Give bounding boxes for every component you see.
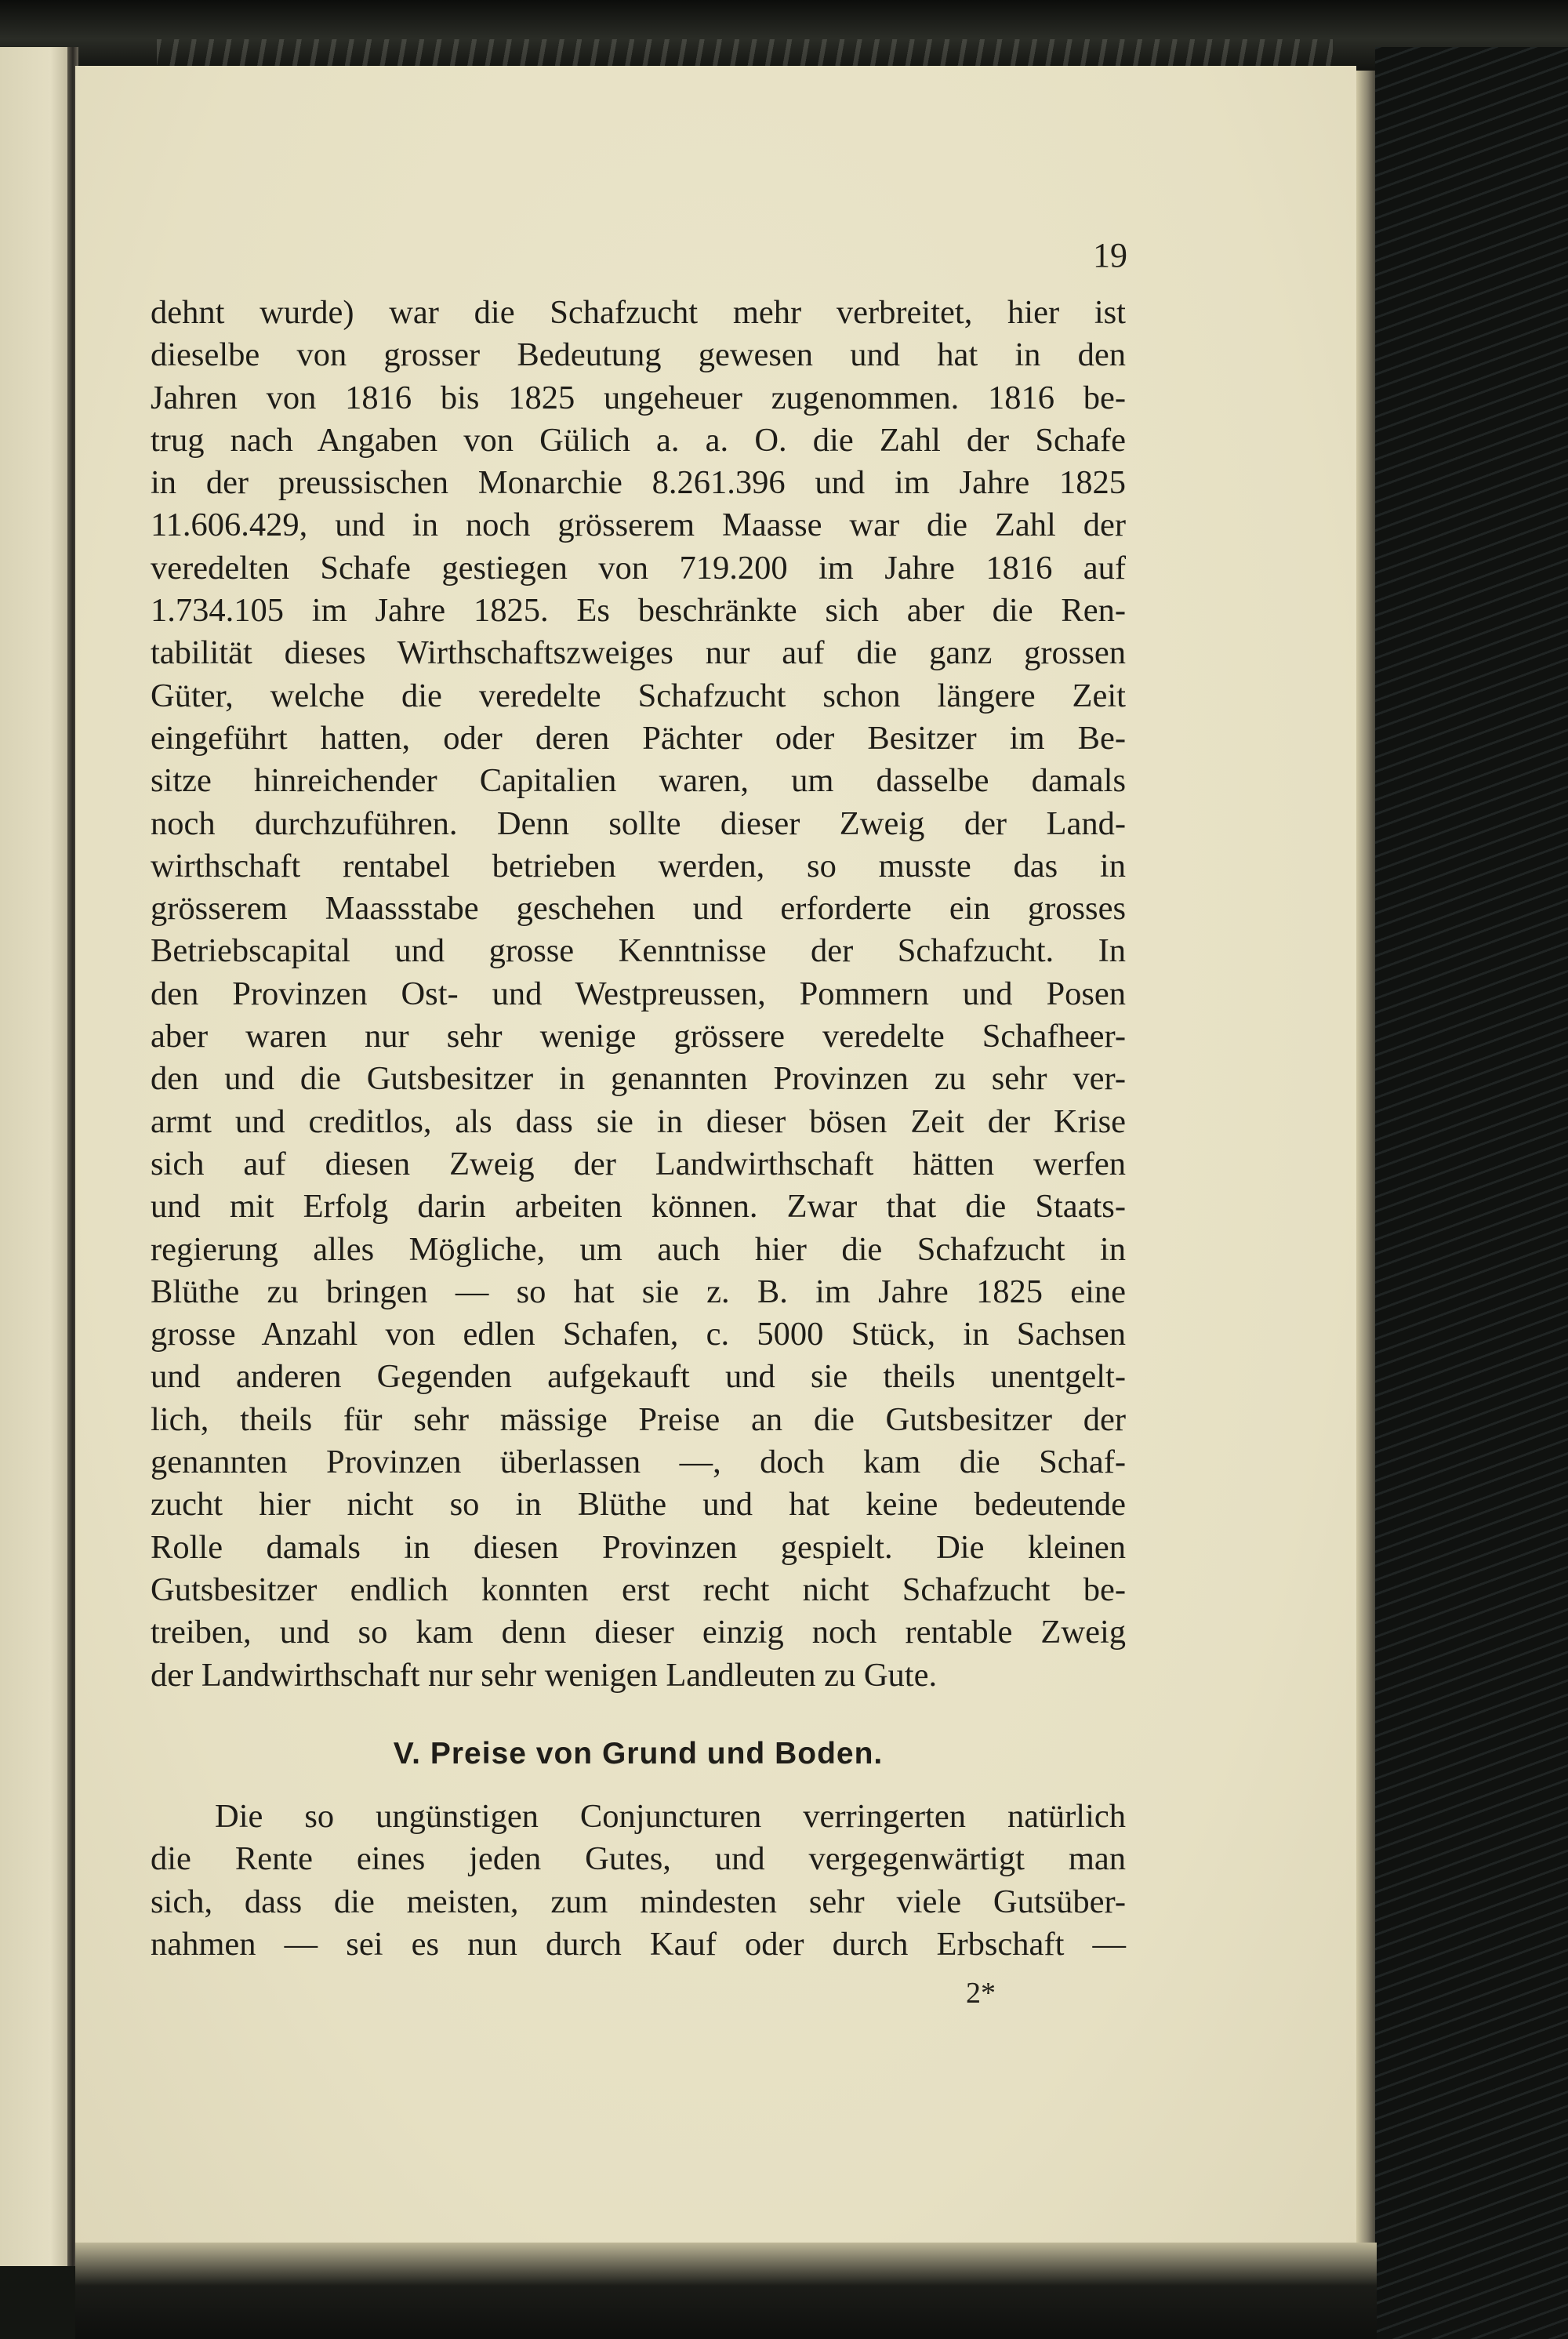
book-cover-edge xyxy=(1375,47,1568,2339)
text-line: 1.734.105 im Jahre 1825. Es beschränkte sich aber die Ren- xyxy=(151,592,1126,630)
text-line: zucht hier nicht so in Blüthe und hat keine bedeutende xyxy=(151,1486,1126,1524)
text-line: sich auf diesen Zweig der Landwirthschaft hätten werfen xyxy=(151,1145,1126,1182)
text-line: in der preussischen Monarchie 8.261.396 und im Jahre 1825 xyxy=(151,464,1126,502)
text-line: Güter, welche die veredelte Schafzucht schon längere Zeit xyxy=(151,677,1126,714)
text-line: grösserem Maassstabe geschehen und erforderte ein grosses xyxy=(151,890,1126,928)
text-line: nahmen — sei es nun durch Kauf oder durch Erbschaft — xyxy=(151,1925,1126,1963)
text-line: veredelten Schafe gestiegen von 719.200 im Jahre 1816 auf xyxy=(151,549,1126,587)
text-line: grosse Anzahl von edlen Schafen, c. 5000 Stück, in Sachsen xyxy=(151,1316,1126,1353)
text-line: der Landwirthschaft nur sehr wenigen Landleuten zu Gute. xyxy=(151,1656,938,1694)
text-line: sich, dass die meisten, zum mindesten sehr viele Gutsüber- xyxy=(151,1883,1126,1920)
text-line: genannten Provinzen überlassen —, doch kam die Schaf- xyxy=(151,1444,1126,1481)
text-line: dieselbe von grosser Bedeutung gewesen und hat in den xyxy=(151,336,1126,374)
text-line: Rolle damals in diesen Provinzen gespielt. Die kleinen xyxy=(151,1528,1126,1566)
text-line: noch durchzuführen. Denn sollte dieser Zweig der Land- xyxy=(151,804,1126,842)
text-line: und anderen Gegenden aufgekauft und sie theils unentgelt- xyxy=(151,1358,1126,1396)
text-line: sitze hinreichender Capitalien waren, um dasselbe damals xyxy=(151,762,1126,800)
text-line: Betriebscapital und grosse Kenntnisse der Schafzucht. In xyxy=(151,932,1126,970)
page-bottom-shadow xyxy=(75,2243,1377,2339)
text-line: dehnt wurde) war die Schafzucht mehr verbreitet, hier ist xyxy=(151,294,1126,331)
page-number: 19 xyxy=(1093,236,1127,274)
text-line: Blüthe zu bringen — so hat sie z. B. im Jahre 1825 eine xyxy=(151,1273,1126,1310)
text-line: trug nach Angaben von Gülich a. a. O. die Zahl der Schafe xyxy=(151,421,1126,459)
text-line: den und die Gutsbesitzer in genannten Provinzen zu sehr ver- xyxy=(151,1060,1126,1098)
text-line: treiben, und so kam denn dieser einzig noch rentable Zweig xyxy=(151,1614,1126,1651)
text-line: wirthschaft rentabel betrieben werden, so musste das in xyxy=(151,847,1126,884)
paragraph-schafzucht xyxy=(151,292,1126,1697)
text-line: die Rente eines jeden Gutes, und vergegenwärtigt man xyxy=(151,1840,1126,1878)
page-stack-edge xyxy=(1356,71,1375,2250)
text-line: tabilität dieses Wirthschaftszweiges nur auf die ganz grossen xyxy=(151,634,1126,672)
paragraph-preise xyxy=(151,1796,1126,1966)
text-line: aber waren nur sehr wenige grössere veredelte Schafheer- xyxy=(151,1018,1126,1055)
facing-page-edge xyxy=(0,47,72,2266)
text-line: lich, theils für sehr mässige Preise an die Gutsbesitzer der xyxy=(151,1400,1126,1438)
text-line: armt und creditlos, als dass sie in dieser bösen Zeit der Krise xyxy=(151,1102,1126,1140)
text-line: 11.606.429, und in noch grösserem Maasse war die Zahl der xyxy=(151,507,1126,544)
text-line: Gutsbesitzer endlich konnten erst recht nicht Schafzucht be- xyxy=(151,1571,1126,1608)
text-line: und mit Erfolg darin arbeiten können. Zwar that die Staats- xyxy=(151,1188,1126,1226)
text-line: regierung alles Mögliche, um auch hier die Schafzucht in xyxy=(151,1230,1126,1268)
text-line: eingeführt hatten, oder deren Pächter oder Besitzer im Be- xyxy=(151,719,1126,757)
section-heading: V. Preise von Grund und Boden. xyxy=(393,1737,884,1771)
text-line: Jahren von 1816 bis 1825 ungeheuer zugenommen. 1816 be- xyxy=(151,379,1126,416)
printer-signature-mark: 2* xyxy=(966,1977,996,2010)
text-line: den Provinzen Ost- und Westpreussen, Pommern und Posen xyxy=(151,975,1126,1012)
text-line: Die so ungünstigen Conjuncturen verringerten natürlich xyxy=(215,1798,1126,1835)
